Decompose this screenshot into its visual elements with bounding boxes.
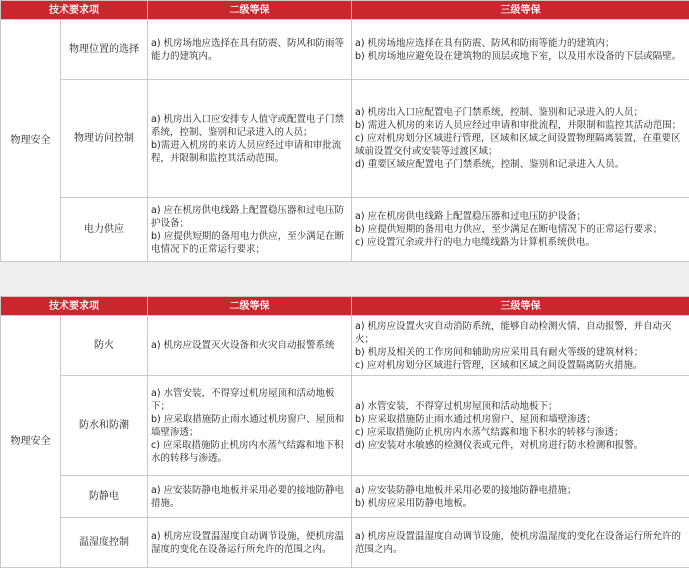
requirements-table-2: [0, 296, 689, 568]
level3-cell: a) 机房场地应选择在具有防震、防风和防雨等能力的建筑内； b) 机房场地应避免设在建筑物的顶层或地下室，以及用水设备的下层或隔壁。: [352, 20, 689, 80]
category-cell: 物理安全: [1, 20, 61, 262]
item-cell: 防水和防潮: [61, 376, 148, 476]
level3-cell: a) 水管安装，不得穿过机房屋顶和活动地板下； b) 应采取措施防止雨水通过机房窗户、屋顶和墙壁渗透； c) 应采取措施防止机房内水蒸气结露和地下积水的转移与渗透； d) 应安装对水敏感的检测仪表或元件，对机房进行防水检测和报警。: [352, 376, 689, 476]
level2-cell: a) 应安装防静电地板并采用必要的接地防静电措施。: [148, 476, 352, 518]
item-cell: 物理位置的选择: [61, 20, 148, 80]
level2-cell: a) 机房场地应选择在具有防震、防风和防雨等能力的建筑内。: [148, 20, 352, 80]
header-level3: 三级等保: [352, 297, 689, 316]
header-level3: 三级等保: [352, 1, 689, 20]
table-row: [1, 80, 689, 198]
level2-cell: a) 机房应设置温湿度自动调节设施，使机房温湿度的变化在设备运行所允许的范围之内。: [148, 518, 352, 568]
header-level2: 二级等保: [148, 297, 352, 316]
table-row: [1, 518, 689, 568]
level2-cell: a) 机房出入口应安排专人值守或配置电子门禁系统，控制、鉴别和记录进入的人员； b)需进入机房的来访人员应经过申请和审批流程，并限制和监控其活动范围。: [148, 80, 352, 198]
level2-cell: a) 应在机房供电线路上配置稳压器和过电压防护设备； b) 应提供短期的备用电力供应，至少满足在断电情况下的正常运行要求；: [148, 198, 352, 262]
table-row: [1, 476, 689, 518]
table-row: [1, 316, 689, 376]
level3-cell: a) 机房出入口应配置电子门禁系统，控制、鉴别和记录进入的人员； b) 需进入机房的来访人员应经过申请和审批流程，并限制和监控其活动范围； c) 应对机房划分区域进行管理，区域和区域之间设置物理隔离装置，在重要区域前设置交付或安装等过渡区域； d) 重要区域应配置电子门禁系统，控制、鉴别和记录进入人员。: [352, 80, 689, 198]
item-cell: 防火: [61, 316, 148, 376]
level2-cell: a) 水管安装，不得穿过机房屋顶和活动地板下； b) 应采取措施防止雨水通过机房窗户、屋顶和墙壁渗透； c) 应采取措施防止机房内水蒸气结露和地下积水的转移与渗透。: [148, 376, 352, 476]
header-tech-item: 技术要求项: [1, 297, 148, 316]
level3-cell: a) 应在机房供电线路上配置稳压器和过电压防护设备； b) 应提供短期的备用电力供应，至少满足在断电情况下的正常运行要求； c) 应设置冗余或并行的电力电缆线路为计算机系统供电。: [352, 198, 689, 262]
item-cell: 温湿度控制: [61, 518, 148, 568]
header-level2: 二级等保: [148, 1, 352, 20]
level3-cell: a) 机房应设置火灾自动消防系统，能够自动检测火情、自动报警，并自动灭火； b) 机房及相关的工作房间和辅助房应采用具有耐火等级的建筑材料； c) 应对机房划分区域进行管理，区域和区域之间设置隔离防火措施。: [352, 316, 689, 376]
item-cell: 物理访问控制: [61, 80, 148, 198]
level3-cell: a) 机房应设置温湿度自动调节设施，使机房温湿度的变化在设备运行所允许的范围之内。: [352, 518, 689, 568]
table-row: [1, 198, 689, 262]
table-header-row: [1, 1, 689, 20]
level3-cell: a) 应安装防静电地板并采用必要的接地防静电措施； b) 机房应采用防静电地板。: [352, 476, 689, 518]
section-divider: [0, 262, 689, 296]
table-row: [1, 376, 689, 476]
table-row: [1, 20, 689, 80]
category-cell: 物理安全: [1, 316, 61, 568]
level2-cell: a) 机房应设置灭火设备和火灾自动报警系统: [148, 316, 352, 376]
table-header-row: [1, 297, 689, 316]
item-cell: 电力供应: [61, 198, 148, 262]
header-tech-item: 技术要求项: [1, 1, 148, 20]
item-cell: 防静电: [61, 476, 148, 518]
requirements-table-1: [0, 0, 689, 262]
